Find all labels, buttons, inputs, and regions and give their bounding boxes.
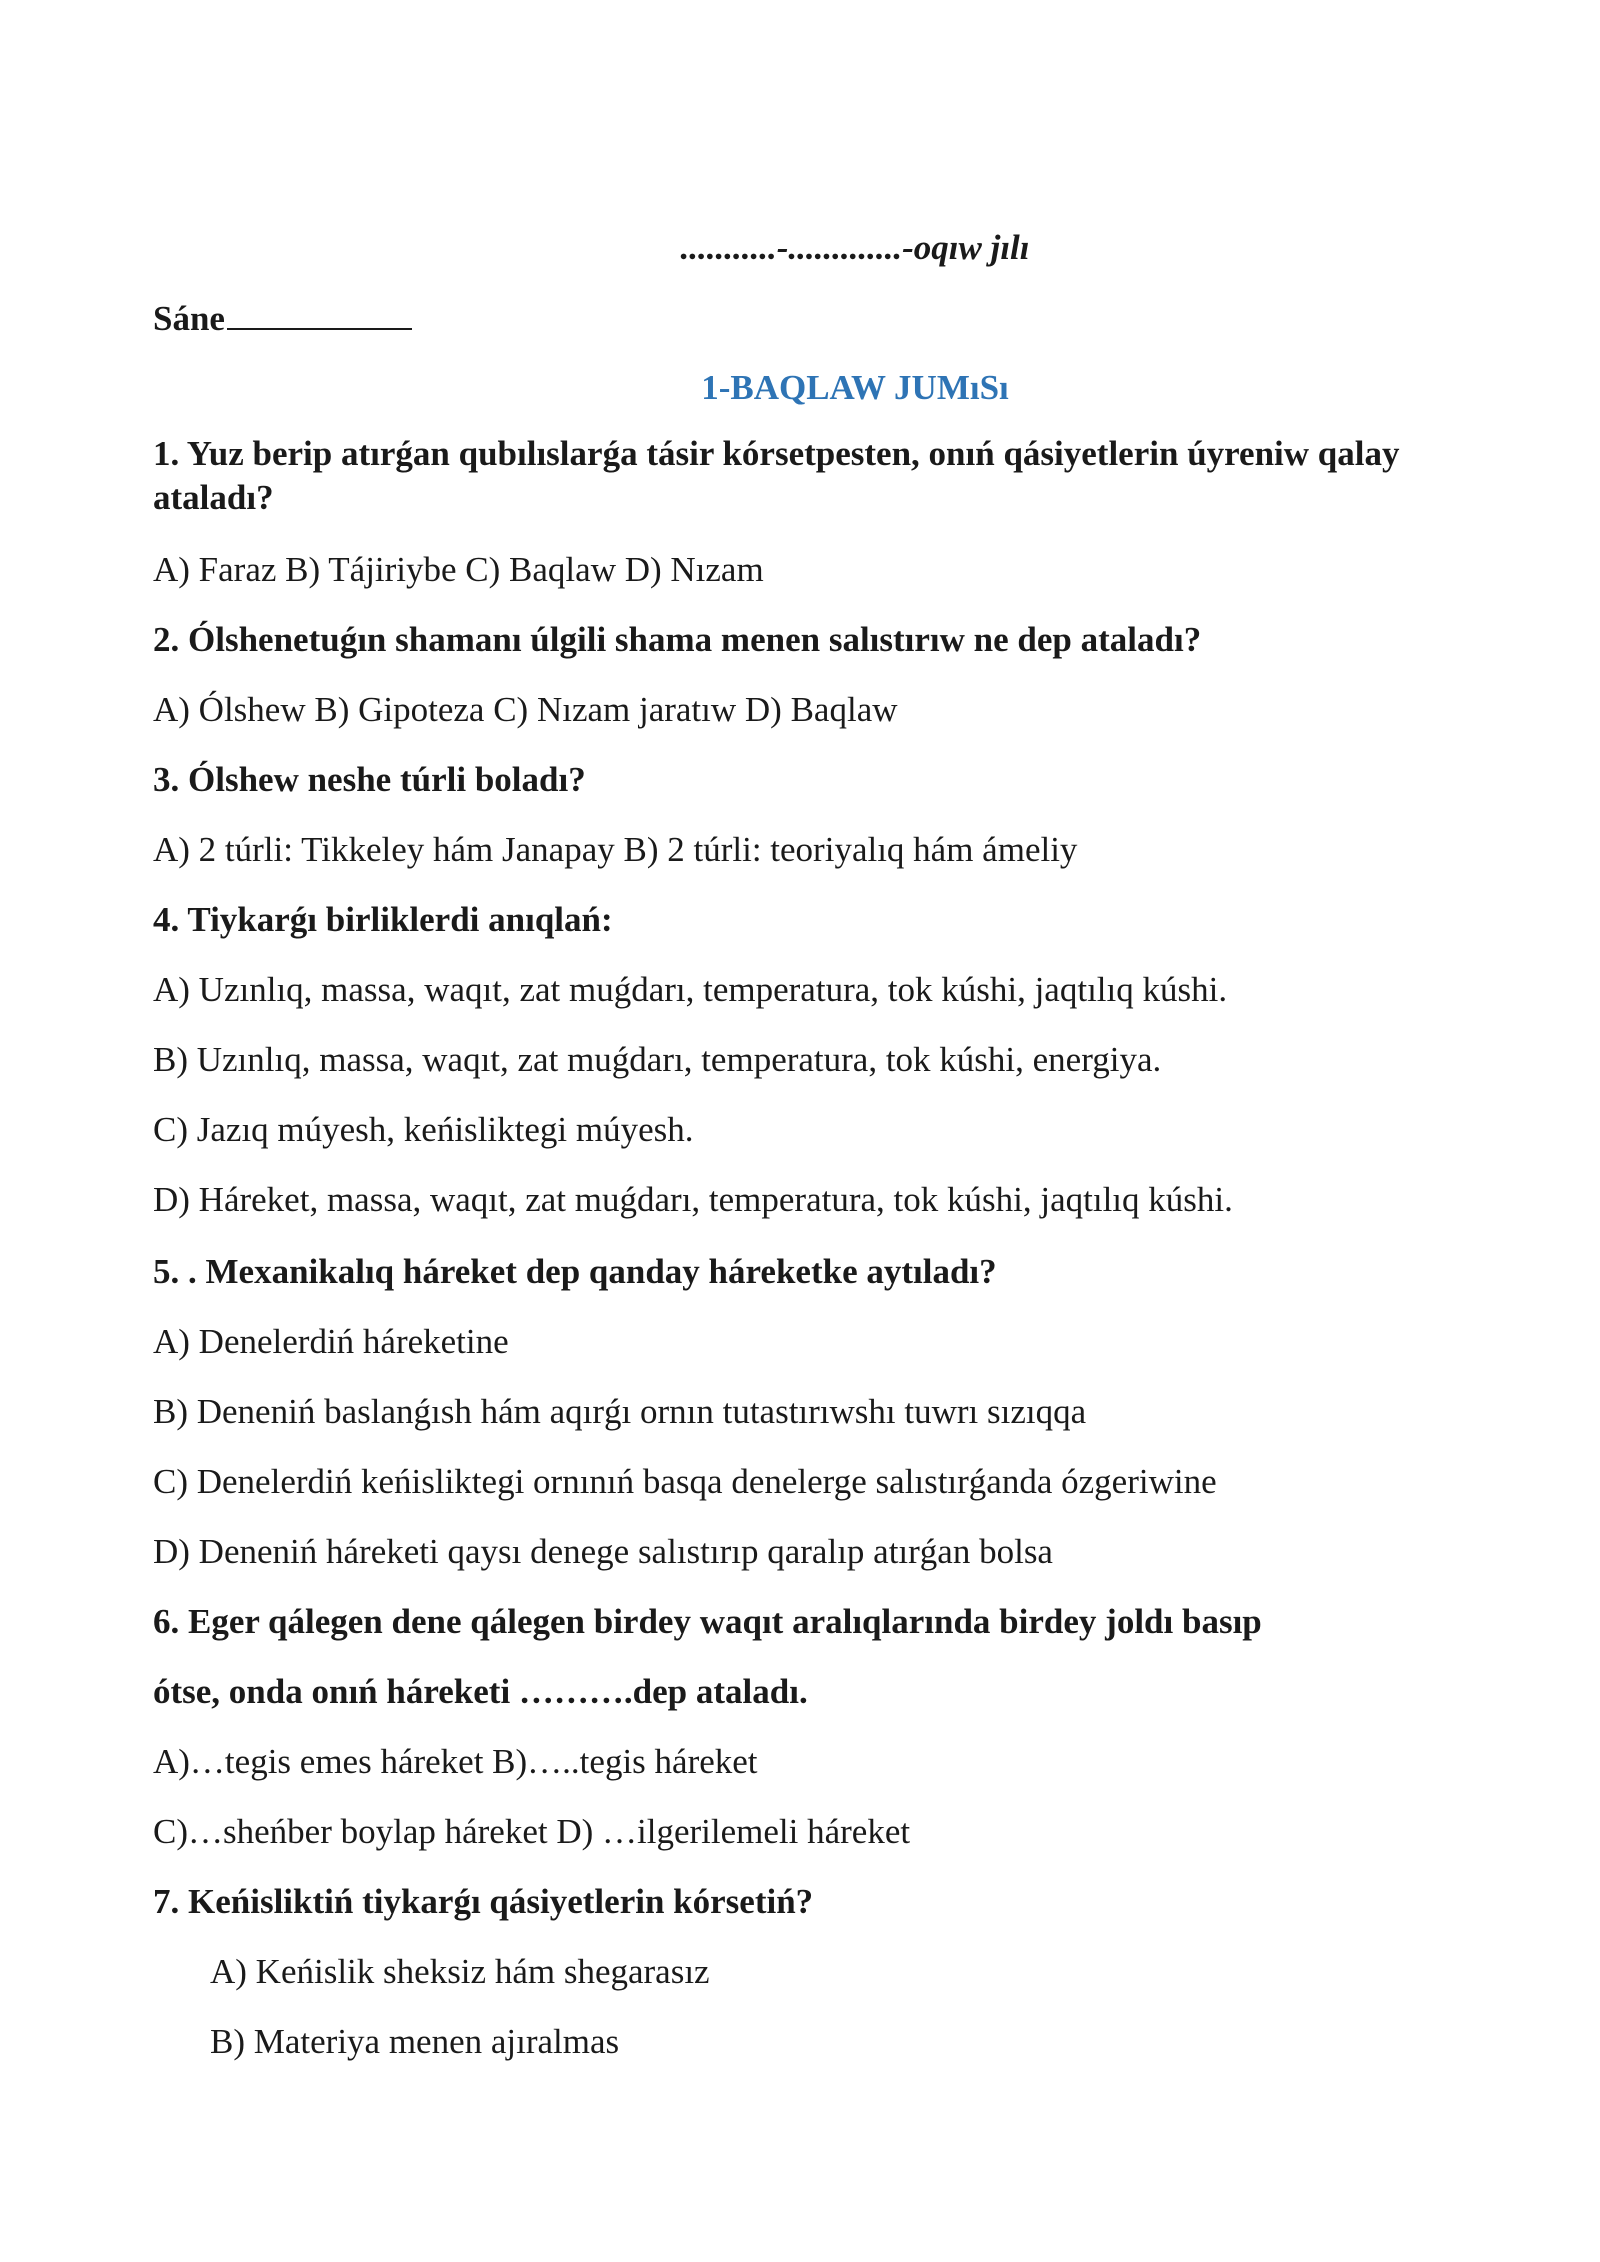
question-3-options: A) 2 túrli: Tikkeley hám Janapay B) 2 túrli: teoriyalıq hám ámeliy [153,830,1078,869]
question-2: 2. Ólshenetuǵın shamanı úlgili shama menen salıstırıw ne dep ataladı? [153,620,1202,659]
date-field [153,298,412,339]
question-7-option-a: A) Keńislik sheksiz hám shegarasız [210,1952,710,1991]
question-5-option-a: A) Denelerdiń háreketine [153,1322,509,1361]
question-1-options: A) Faraz B) Tájiriybe C) Baqlaw D) Nızam [153,550,764,589]
question-6-line-1: 6. Eger qálegen dene qálegen birdey waqıt aralıqlarında birdey joldı basıp [153,1602,1262,1641]
question-6-options-cd: C)…sheńber boylap háreket D) …ilgerilemeli háreket [153,1812,911,1851]
question-5-option-c: C) Denelerdiń keńisliktegi ornınıń basqa denelerge salıstırǵanda ózgeriwine [153,1462,1217,1501]
question-4: 4. Tiykarǵı birliklerdi anıqlań: [153,900,613,939]
date-label: Sáne [153,299,225,338]
date-blank-line [227,298,412,330]
worksheet-title: 1-BAQLAW JUMıSı [701,368,1009,407]
question-2-options: A) Ólshew B) Gipoteza C) Nızam jaratıw D) Baqlaw [153,690,898,729]
question-6-line-2: ótse, onda onıń háreketi ……….dep ataladı. [153,1672,808,1711]
question-3: 3. Ólshew neshe túrli boladı? [153,760,586,799]
question-7: 7. Keńisliktiń tiykarǵı qásiyetlerin kórsetiń? [153,1882,814,1921]
school-year-header: ...........-.............-oqıw jılı [680,228,1030,267]
question-5-option-b: B) Deneniń baslanǵısh hám aqırǵı ornın tutastırıwshı tuwrı sızıqqa [153,1392,1087,1431]
question-4-option-c: C) Jazıq múyesh, keńisliktegi múyesh. [153,1110,694,1149]
question-4-option-d: D) Háreket, massa, waqıt, zat muǵdarı, temperatura, tok kúshi, jaqtılıq kúshi. [153,1180,1233,1219]
question-1: 1. Yuz berip atırǵan qubılıslarǵa tásir kórsetpesten, onıń qásiyetlerin úyreniw qalay ataladı? [153,434,1400,517]
question-5: 5. . Mexanikalıq háreket dep qanday háreketke aytıladı? [153,1252,997,1291]
question-4-option-a: A) Uzınlıq, massa, waqıt, zat muǵdarı, temperatura, tok kúshi, jaqtılıq kúshi. [153,970,1228,1009]
question-7-option-b: B) Materiya menen ajıralmas [210,2022,620,2061]
question-6-options-ab: A)…tegis emes háreket B)…..tegis háreket [153,1742,758,1781]
question-4-option-b: B) Uzınlıq, massa, waqıt, zat muǵdarı, temperatura, tok kúshi, energiya. [153,1040,1162,1079]
question-5-option-d: D) Deneniń háreketi qaysı denege salıstırıp qaralıp atırǵan bolsa [153,1532,1053,1571]
